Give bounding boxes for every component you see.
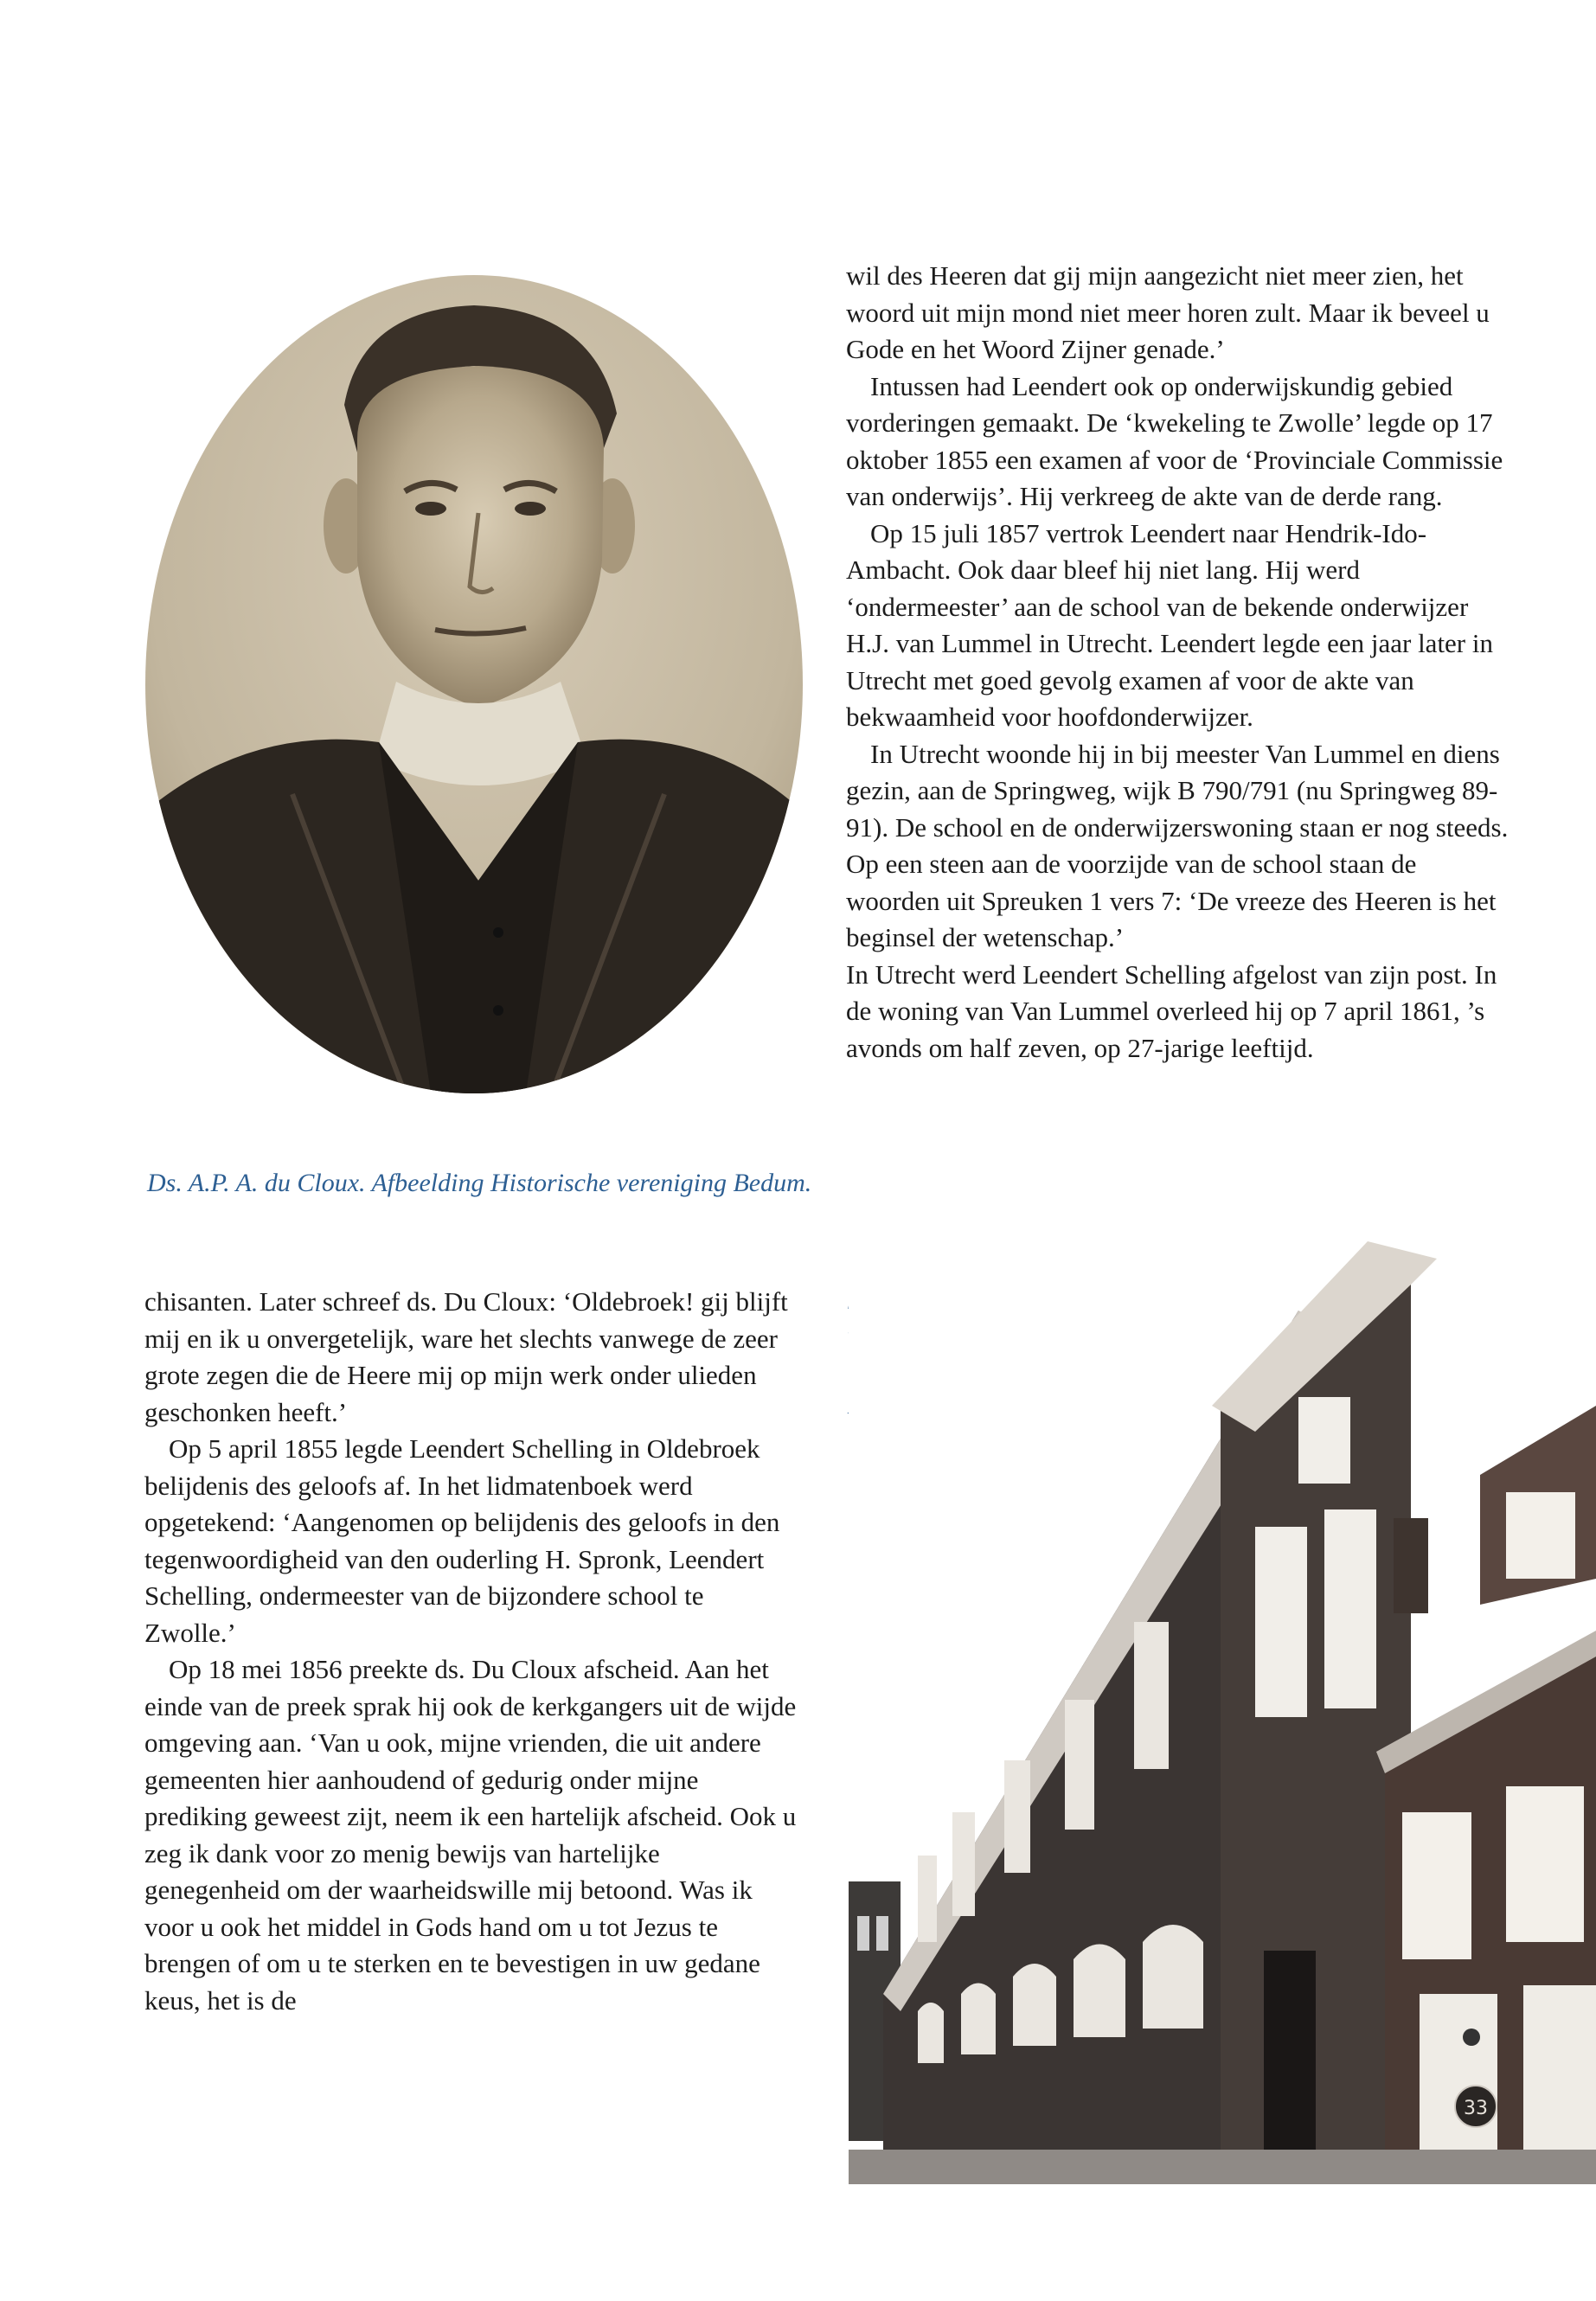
right-text-column [846,258,1512,1067]
paragraph: In Utrecht woonde hij in bij meester Van Lummel en diens gezin, aan de Springweg, wijk B 790/791 (nu Springweg 89-91). De school en de onderwijzerswoning staan er nog steeds. Op een steen aan de voorzijde van de school staan de woorden uit Spreuken 1 vers 7: ‘De vreeze des Heeren is het beginsel der wetenschap.’ [846,738,1509,952]
left-text-column [144,1284,802,2019]
paragraph: Intussen had Leendert ook op onderwijskundig gebied vorderingen gemaakt. De ‘kwekeling te Zwolle’ legde op 17 oktober 1855 een examen af voor de ‘Provinciale Commissie van onderwijs’. Hij verkreeg de akte van de derde rang. [846,370,1503,511]
paragraph: Op 5 april 1855 legde Leendert Schelling in Oldebroek belijdenis des geloofs af. In het lidmatenboek werd opgetekend: ‘Aangenomen op belijdenis des geloofs in den tegenwoordigheid van den ouderling H. Spronk, Leendert Schelling, ondermeester van de bijzondere school te Zwolle.’ [144,1433,780,1648]
portrait-caption: Ds. A.P. A. du Cloux. Afbeelding Historische vereniging Bedum. [147,1169,812,1197]
paragraph: chisanten. Later schreef ds. Du Cloux: ‘Oldebroek! gij blijft mij en ik u onvergetelijk, ware het slechts vanwege de zeer grote zegen die de Heere mij op mijn werk onder ulieden geschonken heeft.’ [144,1286,788,1427]
paragraph: Op 15 juli 1857 vertrok Leendert naar Hendrik-Ido-Ambacht. Ook daar bleef hij niet lang. Hij werd ‘ondermeester’ aan de school van de bekende onderwijzer H.J. van Lummel in Utrecht. Leendert legde een jaar later in Utrecht met goed gevolg examen af voor de akte van bekwaamheid voor hoofdonderwijzer. [846,517,1493,732]
school-building-photo [849,1233,1596,2184]
page-number: 33 [1464,2098,1488,2119]
paragraph: In Utrecht werd Leendert Schelling afgelost van zijn post. In de woning van Van Lummel overleed hij op 7 april 1861, ’s avonds om half zeven, op 27-jarige leeftijd. [846,958,1497,1063]
paragraph: wil des Heeren dat gij mijn aangezicht niet meer zien, het woord uit mijn mond niet meer horen zult. Maar ik beveel u Gode en het Woord Zijner genade.’ [846,260,1490,364]
portrait-photo [145,275,803,1093]
paragraph: Op 18 mei 1856 preekte ds. Du Cloux afscheid. Aan het einde van de preek sprak hij ook de kerkgangers uit de wijde omgeving aan. ‘Van u ook, mijne vrienden, die uit andere gemeenten hier aanhoudend of gedurig onder mijne prediking geweest zijt, neem ik een hartelijk afscheid. Ook u zeg ik dank voor zo menig bewijs van hartelijke genegenheid om der waarheidswille mij betoond. Was ik voor u ook het middel in Gods hand om u tot Jezus te brengen of om u te sterken en te bevestigen in uw gedane keus, het is de [144,1654,797,2016]
